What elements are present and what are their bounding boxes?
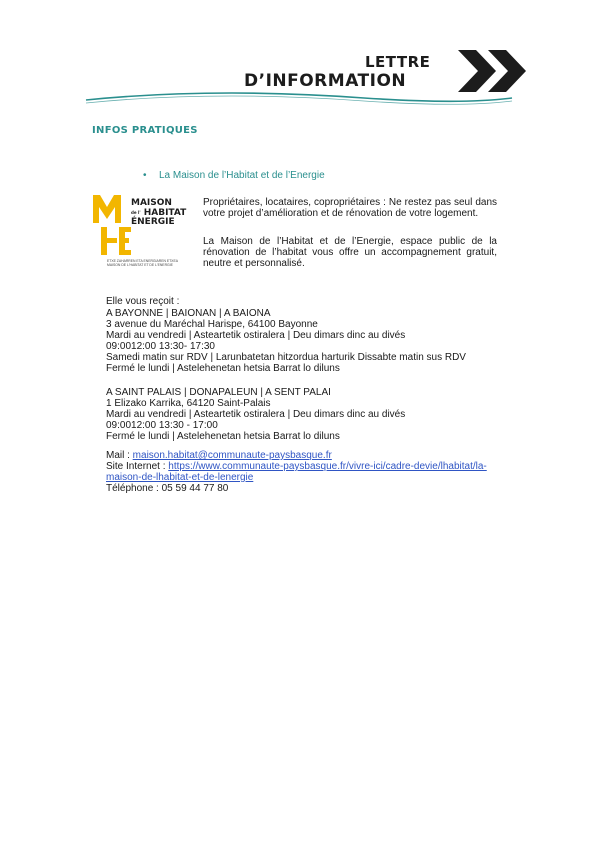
office-closed: Fermé le lundi | Astelehenetan hetsia Barrat lo diluns: [106, 363, 340, 374]
office-hours: 09:0012:00 13:30 - 17:00: [106, 420, 218, 431]
office-closed: Fermé le lundi | Astelehenetan hetsia Barrat lo diluns: [106, 431, 340, 442]
saint-palais-office: [106, 387, 405, 442]
office-saturday: Samedi matin sur RDV | Larunbatetan hitzordua harturik Dissabte matin sus RDV: [106, 352, 466, 363]
office-title: A SAINT PALAIS | DONAPALEUN | A SENT PALAI: [106, 387, 331, 398]
reception-heading: Elle vous reçoit :: [106, 296, 180, 307]
double-chevron-icon: [456, 50, 532, 92]
bayonne-office: [106, 308, 466, 374]
bullet-marker: •: [143, 170, 147, 181]
logo-subtext: ETXE ZAHARREN ETA ENERGIAREN ETXEA MAISON DE L'HABITAT ET DE L'ENERGIE: [107, 259, 178, 267]
office-days: Mardi au vendredi | Asteartetik ostiralera | Deu dimars dinc au divés: [106, 330, 406, 341]
web-label: Site Internet :: [106, 461, 169, 472]
header-wave-divider: [84, 88, 514, 116]
office-title: A BAYONNE | BAIONAN | A BAIONA: [106, 308, 271, 319]
logo-word-habitat: de l' HABITAT: [131, 208, 187, 218]
office-hours: 09:0012:00 13:30- 17:30: [106, 341, 215, 352]
mhe-logo-mark: [93, 195, 131, 257]
web-link-continued[interactable]: maison-de-lhabitat-et-de-lenergie: [106, 472, 254, 483]
office-address: 1 Elizako Karrika, 64120 Saint-Palais: [106, 398, 271, 409]
web-link[interactable]: https://www.communaute-paysbasque.fr/vivre-ici/cadre-devie/lhabitat/la-: [168, 461, 487, 472]
mhe-logo-words: [131, 199, 186, 227]
logo-word-energie: ÉNERGIE: [131, 217, 175, 227]
phone-number: 05 59 44 77 80: [161, 483, 229, 494]
mail-link[interactable]: maison.habitat@communaute-paysbasque.fr: [132, 450, 332, 461]
section-label: INFOS PRATIQUES: [92, 125, 198, 136]
logo-word-maison: MAISON: [131, 198, 172, 208]
office-days: Mardi au vendredi | Asteartetik ostiralera | Deu dimars dinc au divés: [106, 409, 406, 420]
intro-paragraph-2: La Maison de l’Habitat et de l’Energie, espace public de la rénovation de l’habitat vous offre un accompagnement gratuit, neutre et personnalisé.: [203, 236, 497, 269]
bullet-item: La Maison de l’Habitat et de l’Energie: [159, 170, 325, 181]
intro-paragraph-1: Propriétaires, locataires, copropriétaires : Ne restez pas seul dans votre projet d’amélioration et de rénovation de votre logement.: [203, 197, 497, 219]
phone-label: Téléphone :: [106, 483, 162, 494]
header-title-line2: D’INFORMATION: [244, 71, 407, 91]
contact-block: [106, 450, 536, 494]
mhe-logo: [91, 195, 191, 275]
office-address: 3 avenue du Maréchal Harispe, 64100 Bayonne: [106, 319, 318, 330]
mail-label: Mail :: [106, 450, 133, 461]
header-title-line1: LETTRE: [365, 53, 431, 71]
